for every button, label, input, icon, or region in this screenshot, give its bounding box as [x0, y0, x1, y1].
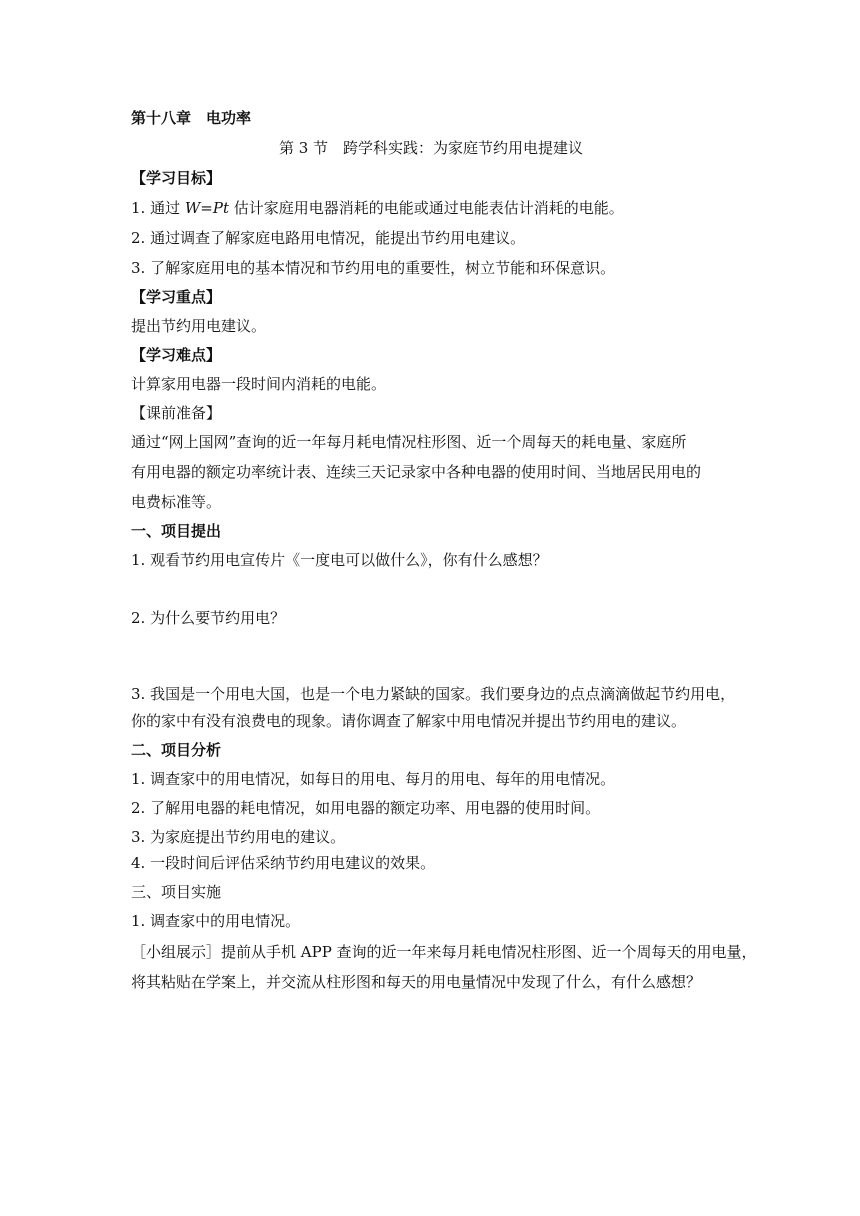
- difficulty-heading: 【学习难点】: [131, 346, 222, 364]
- part2-item-2: 2. 了解用电器的耗电情况，如用电器的额定功率、用电器的使用时间。: [131, 799, 601, 817]
- section-title: 第 3 节 跨学科实践：为家庭节约用电提建议: [278, 139, 584, 157]
- part2-heading: 二、项目分析: [131, 741, 222, 759]
- part1-question-2: 2. 为什么要节约用电？: [131, 609, 286, 627]
- part3-item-1: 1. 调查家中的用电情况。: [131, 912, 301, 930]
- group-show-line-1: ［小组展示］提前从手机 APP 查询的近一年来每月耗电情况柱形图、近一个周每天的用电量，: [131, 943, 757, 961]
- chapter-title: 第十八章 电功率: [131, 109, 252, 127]
- preparation-heading: 【课前准备】: [131, 404, 222, 422]
- part2-item-3: 3. 为家庭提出节约用电的建议。: [131, 828, 346, 846]
- key-point-heading: 【学习重点】: [131, 288, 222, 306]
- objective-item-2: 2. 通过调查了解家庭电路用电情况，能提出节约用电建议。: [131, 229, 526, 247]
- objective-1-prefix: 1. 通过: [131, 199, 185, 217]
- part2-item-1: 1. 调查家中的用电情况，如每日的用电、每月的用电、每年的用电情况。: [131, 770, 616, 788]
- objective-1-suffix: 估计家庭用电器消耗的电能或通过电能表估计消耗的电能。: [228, 199, 624, 217]
- preparation-line-1: 通过“网上国网”查询的近一年每月耗电情况柱形图、近一个周每天的耗电量、家庭所: [131, 433, 687, 451]
- formula-w-pt: W=Pt: [184, 199, 229, 217]
- objectives-heading: 【学习目标】: [131, 169, 222, 187]
- part1-question-1: 1. 观看节约用电宣传片《一度电可以做什么》，你有什么感想？: [131, 551, 548, 569]
- objective-item-3: 3. 了解家庭用电的基本情况和节约用电的重要性，树立节能和环保意识。: [131, 259, 616, 277]
- preparation-line-3: 电费标准等。: [131, 493, 222, 511]
- group-show-line-2: 将其粘贴在学案上，并交流从柱形图和每天的用电量情况中发现了什么，有什么感想？: [131, 973, 702, 991]
- part1-question-3-line-2: 你的家中有没有浪费电的现象。请你调查了解家中用电情况并提出节约用电的建议。: [131, 712, 687, 730]
- part2-item-4: 4. 一段时间后评估采纳节约用电建议的效果。: [131, 854, 436, 872]
- part3-heading: 三、项目实施: [131, 883, 222, 901]
- objective-item-1: [131, 198, 751, 218]
- difficulty-text: 计算家用电器一段时间内消耗的电能。: [131, 375, 387, 393]
- part1-heading: 一、项目提出: [131, 522, 222, 540]
- part1-question-3-line-1: 3. 我国是一个用电大国，也是一个电力紧缺的国家。我们要身边的点点滴滴做起节约用电，: [131, 685, 736, 703]
- preparation-line-2: 有用电器的额定功率统计表、连续三天记录家中各种电器的使用时间、当地居民用电的: [131, 463, 702, 481]
- key-point-text: 提出节约用电建议。: [131, 317, 267, 335]
